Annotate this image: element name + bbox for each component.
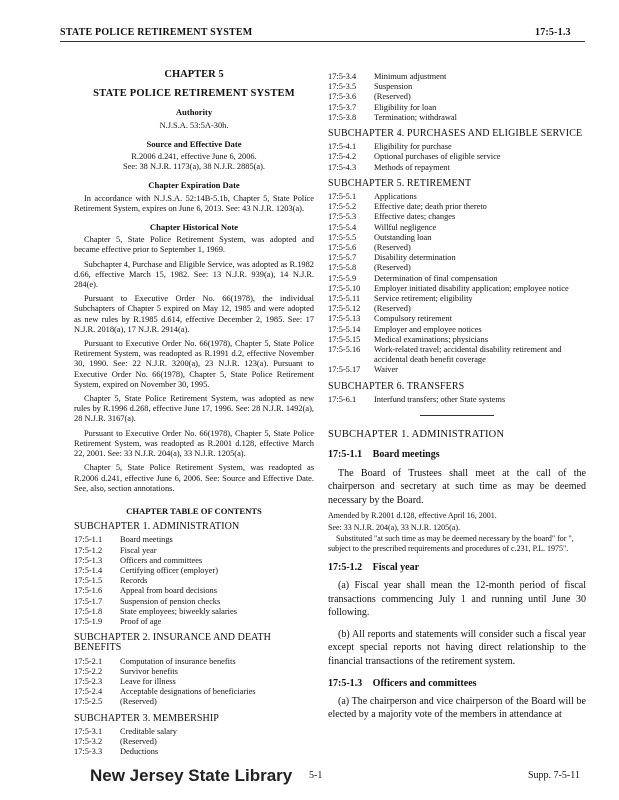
section-history: Substituted "at such time as may be deemed necessary by the board" for ", subject to the prescribed requirements and procedures of c.231, P.L. 1975". bbox=[328, 534, 574, 553]
toc-section-title: Proof of age bbox=[120, 616, 162, 626]
source-line: See: 38 N.J.R. 1173(a), 38 N.J.R. 2885(a). bbox=[122, 162, 266, 172]
section-body: (a) Fiscal year shall mean the 12-month period of fiscal transactions commencing July 1 and running until June 30 following. bbox=[328, 580, 586, 619]
toc-section-number: 17:5-3.8 bbox=[328, 112, 357, 122]
toc-section-number: 17:5-5.7 bbox=[328, 253, 357, 263]
section-history: See: 33 N.J.R. 204(a), 33 N.J.R. 1205(a). bbox=[328, 522, 460, 532]
history-paragraph: Chapter 5, State Police Retirement System, was adopted and became effective prior to September 1, 1969. bbox=[74, 235, 314, 255]
toc-subchapter-1: SUBCHAPTER 1. ADMINISTRATION bbox=[74, 521, 240, 533]
toc-section-number: 17:5-2.1 bbox=[74, 656, 103, 666]
section-body: (a) The chairperson and vice chairperson of the Board will be elected by a majority vote of the members in attendance at bbox=[328, 695, 586, 721]
toc-section-title: Employer initiated disability application; employee notice bbox=[374, 283, 569, 293]
source-heading: Source and Effective Date bbox=[146, 138, 242, 149]
toc-section-number: 17:5-5.15 bbox=[328, 334, 361, 344]
section-history: Amended by R.2001 d.128, effective April 16, 2001. bbox=[328, 511, 497, 521]
history-paragraph: Pursuant to Executive Order No. 66(1978), Chapter 5, State Police Retirement System, was readopted as R.1991 d.2, effective November 30, 1990. See: 22 N.J.R. 3200(a), 23 N.J.R. 123(a). Pursuant to Executive Order No. 66(1978), Chapter 5, State Police Retirement System, expired on November 30, 1995. bbox=[74, 339, 314, 389]
section-body: The Board of Trustees shall meet at the call of the chairperson and secretary at such time as may be deemed necessary by the Board. bbox=[328, 467, 586, 506]
toc-section-number: 17:5-3.4 bbox=[328, 72, 357, 81]
toc-section-title: Employer and employee notices bbox=[374, 324, 482, 334]
toc-list-sub5 bbox=[328, 192, 586, 376]
section-title: Board meetings bbox=[372, 449, 440, 461]
toc-section-number: 17:5-5.6 bbox=[328, 243, 357, 253]
toc-section-title: Appeal from board decisions bbox=[120, 586, 217, 596]
toc-section-number: 17:5-4.3 bbox=[328, 162, 357, 172]
subchapter-1-heading: SUBCHAPTER 1. ADMINISTRATION bbox=[328, 429, 505, 441]
toc-section-title: Eligibility for loan bbox=[374, 102, 437, 112]
authority-text: N.J.S.A. 53:5A-30h. bbox=[159, 120, 229, 130]
toc-section-title: Compulsory retirement bbox=[374, 314, 452, 324]
section-heading bbox=[328, 679, 586, 689]
toc-section-title: Suspension of pension checks bbox=[120, 596, 221, 606]
toc-list-sub6 bbox=[328, 395, 586, 405]
toc-section-title: Work-related travel; accidental disability retirement and accidental death benefit coverage bbox=[374, 345, 562, 365]
header-rule bbox=[60, 41, 585, 42]
toc-section-title: Outstanding loan bbox=[374, 232, 432, 242]
section-heading bbox=[328, 563, 586, 573]
toc-section-number: 17:5-1.9 bbox=[74, 616, 103, 626]
toc-section-title: Leave for illness bbox=[120, 676, 176, 686]
toc-list-sub1 bbox=[74, 535, 314, 627]
toc-list-sub3 bbox=[74, 727, 314, 758]
supplement-date: Supp. 7-5-11 bbox=[528, 770, 580, 781]
history-paragraph: Chapter 5, State Police Retirement System, was adopted as new rules by R.1996 d.268, effective June 17, 1996. See: 28 N.J.R. 1492(a), 28 N.J.R. 3167(a). bbox=[74, 394, 314, 424]
toc-section-title: Disability determination bbox=[374, 253, 456, 263]
toc-section-title: Board meetings bbox=[120, 535, 173, 545]
section-number: 17:5-1.2 bbox=[328, 561, 363, 573]
toc-section-number: 17:5-4.2 bbox=[328, 152, 357, 162]
toc-section-number: 17:5-5.17 bbox=[328, 365, 361, 375]
expiration-text: In accordance with N.J.S.A. 52:14B-5.1b, Chapter 5, State Police Retirement System, expires on June 6, 2013. See: 43 N.J.R. 1203(a). bbox=[74, 193, 314, 213]
toc-section-number: 17:5-5.11 bbox=[328, 294, 361, 304]
toc-section-title: Deductions bbox=[120, 747, 159, 757]
toc-section-title: Suspension bbox=[374, 82, 413, 92]
toc-section-number: 17:5-5.14 bbox=[328, 324, 361, 334]
section-number: 17:5-1.1 bbox=[328, 449, 363, 461]
right-column bbox=[328, 72, 586, 726]
toc-section-title: (Reserved) bbox=[374, 92, 411, 102]
history-paragraph: Chapter 5, State Police Retirement System, was readopted as R.2006 d.241, effective June 6, 2006. See: Source and Effective Date. See, also, section annotations. bbox=[74, 463, 314, 493]
toc-section-number: 17:5-5.4 bbox=[328, 222, 357, 232]
source-line: R.2006 d.241, effective June 6, 2006. bbox=[131, 152, 257, 162]
toc-section-title: Service retirement; eligibility bbox=[374, 294, 473, 304]
toc-section-title: Survivor benefits bbox=[120, 666, 178, 676]
toc-section-title: Fiscal year bbox=[120, 545, 157, 555]
chapter-title: STATE POLICE RETIREMENT SYSTEM bbox=[93, 88, 295, 100]
toc-section-number: 17:5-5.13 bbox=[328, 314, 361, 324]
toc-section-number: 17:5-3.7 bbox=[328, 102, 357, 112]
toc-section-number: 17:5-5.10 bbox=[328, 283, 361, 293]
toc-subchapter-4: SUBCHAPTER 4. PURCHASES AND ELIGIBLE SERVICE bbox=[328, 128, 583, 140]
toc-section-title: (Reserved) bbox=[374, 263, 411, 273]
toc-section-title: Medical examinations; physicians bbox=[374, 334, 488, 344]
toc-section-number: 17:5-1.1 bbox=[74, 535, 103, 545]
toc-section-number: 17:5-1.4 bbox=[74, 565, 103, 575]
toc-section-number: 17:5-2.5 bbox=[74, 697, 103, 707]
toc-section-number: 17:5-1.6 bbox=[74, 586, 103, 596]
toc-section-number: 17:5-3.2 bbox=[74, 736, 103, 746]
history-paragraph: Pursuant to Executive Order No. 66(1978), Chapter 5, State Police Retirement System, was readopted as R.2001 d.128, effective March 22, 2001. See: 33 N.J.R. 204(a), 33 N.J.R. 1205(a). bbox=[74, 428, 314, 459]
toc-section-title: Eligibility for purchase bbox=[374, 142, 452, 152]
library-watermark: New Jersey State Library bbox=[90, 766, 293, 785]
toc-section-title: Interfund transfers; other State systems bbox=[374, 394, 506, 404]
toc-list-sub4 bbox=[328, 142, 586, 173]
section-number: 17:5-1.3 bbox=[328, 677, 363, 689]
history-paragraph: Pursuant to Executive Order No. 66(1978), the individual Subchapters of Chapter 5 expired on May 12, 1985 and were adopted as new rules by R.1985 d.614, effective December 2, 1985. See: 17 N.J.R. 2018(a), 17 N.J.R. 2914(a). bbox=[74, 294, 314, 334]
left-column bbox=[74, 70, 314, 757]
page-number: 5-1 bbox=[309, 770, 323, 781]
toc-section-number: 17:5-4.1 bbox=[328, 142, 357, 152]
toc-section-number: 17:5-6.1 bbox=[328, 394, 357, 404]
toc-section-title: (Reserved) bbox=[120, 736, 157, 746]
toc-section-title: Effective dates; changes bbox=[374, 212, 456, 222]
toc-section-title: (Reserved) bbox=[374, 243, 411, 253]
toc-section-title: Records bbox=[120, 576, 148, 586]
toc-section-title: (Reserved) bbox=[120, 697, 157, 707]
toc-section-title: Applications bbox=[374, 192, 417, 202]
toc-section-title: Waiver bbox=[374, 365, 398, 375]
toc-section-title: Minimum adjustment bbox=[374, 72, 447, 81]
toc-section-title: (Reserved) bbox=[374, 304, 411, 314]
toc-section-number: 17:5-1.8 bbox=[74, 606, 103, 616]
toc-section-title: Determination of final compensation bbox=[374, 273, 498, 283]
toc-subchapter-6: SUBCHAPTER 6. TRANSFERS bbox=[328, 380, 465, 392]
section-divider bbox=[420, 415, 494, 416]
toc-section-number: 17:5-1.7 bbox=[74, 596, 103, 606]
section-title: Officers and committees bbox=[372, 677, 477, 689]
toc-section-number: 17:5-5.2 bbox=[328, 202, 357, 212]
chapter-number: CHAPTER 5 bbox=[164, 69, 224, 80]
toc-section-number: 17:5-3.1 bbox=[74, 726, 103, 736]
toc-section-number: 17:5-2.4 bbox=[74, 687, 103, 697]
toc-section-title: Certifying officer (employer) bbox=[120, 565, 218, 575]
toc-list-sub3-cont bbox=[328, 72, 586, 123]
toc-section-title: Willful negligence bbox=[374, 222, 437, 232]
section-body: (b) All reports and statements will consider such a fiscal year except special reports not having direct relationship to the financial transactions of the retirement system. bbox=[328, 628, 586, 668]
running-head-title: STATE POLICE RETIREMENT SYSTEM bbox=[60, 27, 253, 38]
toc-subchapter-3: SUBCHAPTER 3. MEMBERSHIP bbox=[74, 712, 219, 724]
toc-section-title: Officers and committees bbox=[120, 555, 203, 565]
toc-section-title: Termination; withdrawal bbox=[374, 112, 457, 122]
toc-heading: CHAPTER TABLE OF CONTENTS bbox=[126, 505, 262, 516]
toc-section-title: State employees; biweekly salaries bbox=[120, 606, 237, 616]
toc-list-sub2 bbox=[74, 657, 314, 708]
toc-section-title: Acceptable designations of beneficiaries bbox=[120, 687, 256, 697]
toc-section-number: 17:5-1.2 bbox=[74, 545, 103, 555]
toc-section-number: 17:5-5.8 bbox=[328, 263, 357, 273]
toc-section-number: 17:5-2.2 bbox=[74, 666, 103, 676]
toc-section-title: Creditable salary bbox=[120, 726, 177, 736]
toc-section-title: Computation of insurance benefits bbox=[120, 656, 236, 666]
toc-subchapter-2: SUBCHAPTER 2. INSURANCE AND DEATH BENEFITS bbox=[74, 632, 271, 654]
toc-section-number: 17:5-5.1 bbox=[328, 192, 357, 202]
toc-section-number: 17:5-5.12 bbox=[328, 304, 361, 314]
toc-section-title: Methods of repayment bbox=[374, 162, 450, 172]
toc-section-number: 17:5-3.6 bbox=[328, 92, 357, 102]
authority-heading: Authority bbox=[175, 107, 213, 118]
expiration-heading: Chapter Expiration Date bbox=[148, 180, 240, 191]
toc-section-number: 17:5-5.9 bbox=[328, 273, 357, 283]
toc-section-number: 17:5-5.5 bbox=[328, 232, 357, 242]
running-head-code: 17:5-1.3 bbox=[535, 27, 571, 38]
toc-section-number: 17:5-1.5 bbox=[74, 576, 103, 586]
toc-section-title: Optional purchases of eligible service bbox=[374, 152, 501, 162]
toc-section-number: 17:5-3.5 bbox=[328, 82, 357, 92]
toc-section-number: 17:5-1.3 bbox=[74, 555, 103, 565]
section-title: Fiscal year bbox=[372, 561, 420, 573]
toc-subchapter-5: SUBCHAPTER 5. RETIREMENT bbox=[328, 177, 472, 189]
history-paragraph: Subchapter 4, Purchase and Eligible Service, was adopted as R.1982 d.66, effective March 15, 1982. See: 13 N.J.R. 939(a), 14 N.J.R. 284(e). bbox=[74, 259, 314, 290]
section-heading bbox=[328, 450, 586, 460]
toc-section-number: 17:5-2.3 bbox=[74, 676, 103, 686]
history-heading: Chapter Historical Note bbox=[149, 222, 239, 233]
toc-section-number: 17:5-3.3 bbox=[74, 747, 103, 757]
toc-section-number: 17:5-5.16 bbox=[328, 345, 361, 355]
toc-section-title: Effective date; death prior thereto bbox=[374, 202, 487, 212]
toc-section-number: 17:5-5.3 bbox=[328, 212, 357, 222]
